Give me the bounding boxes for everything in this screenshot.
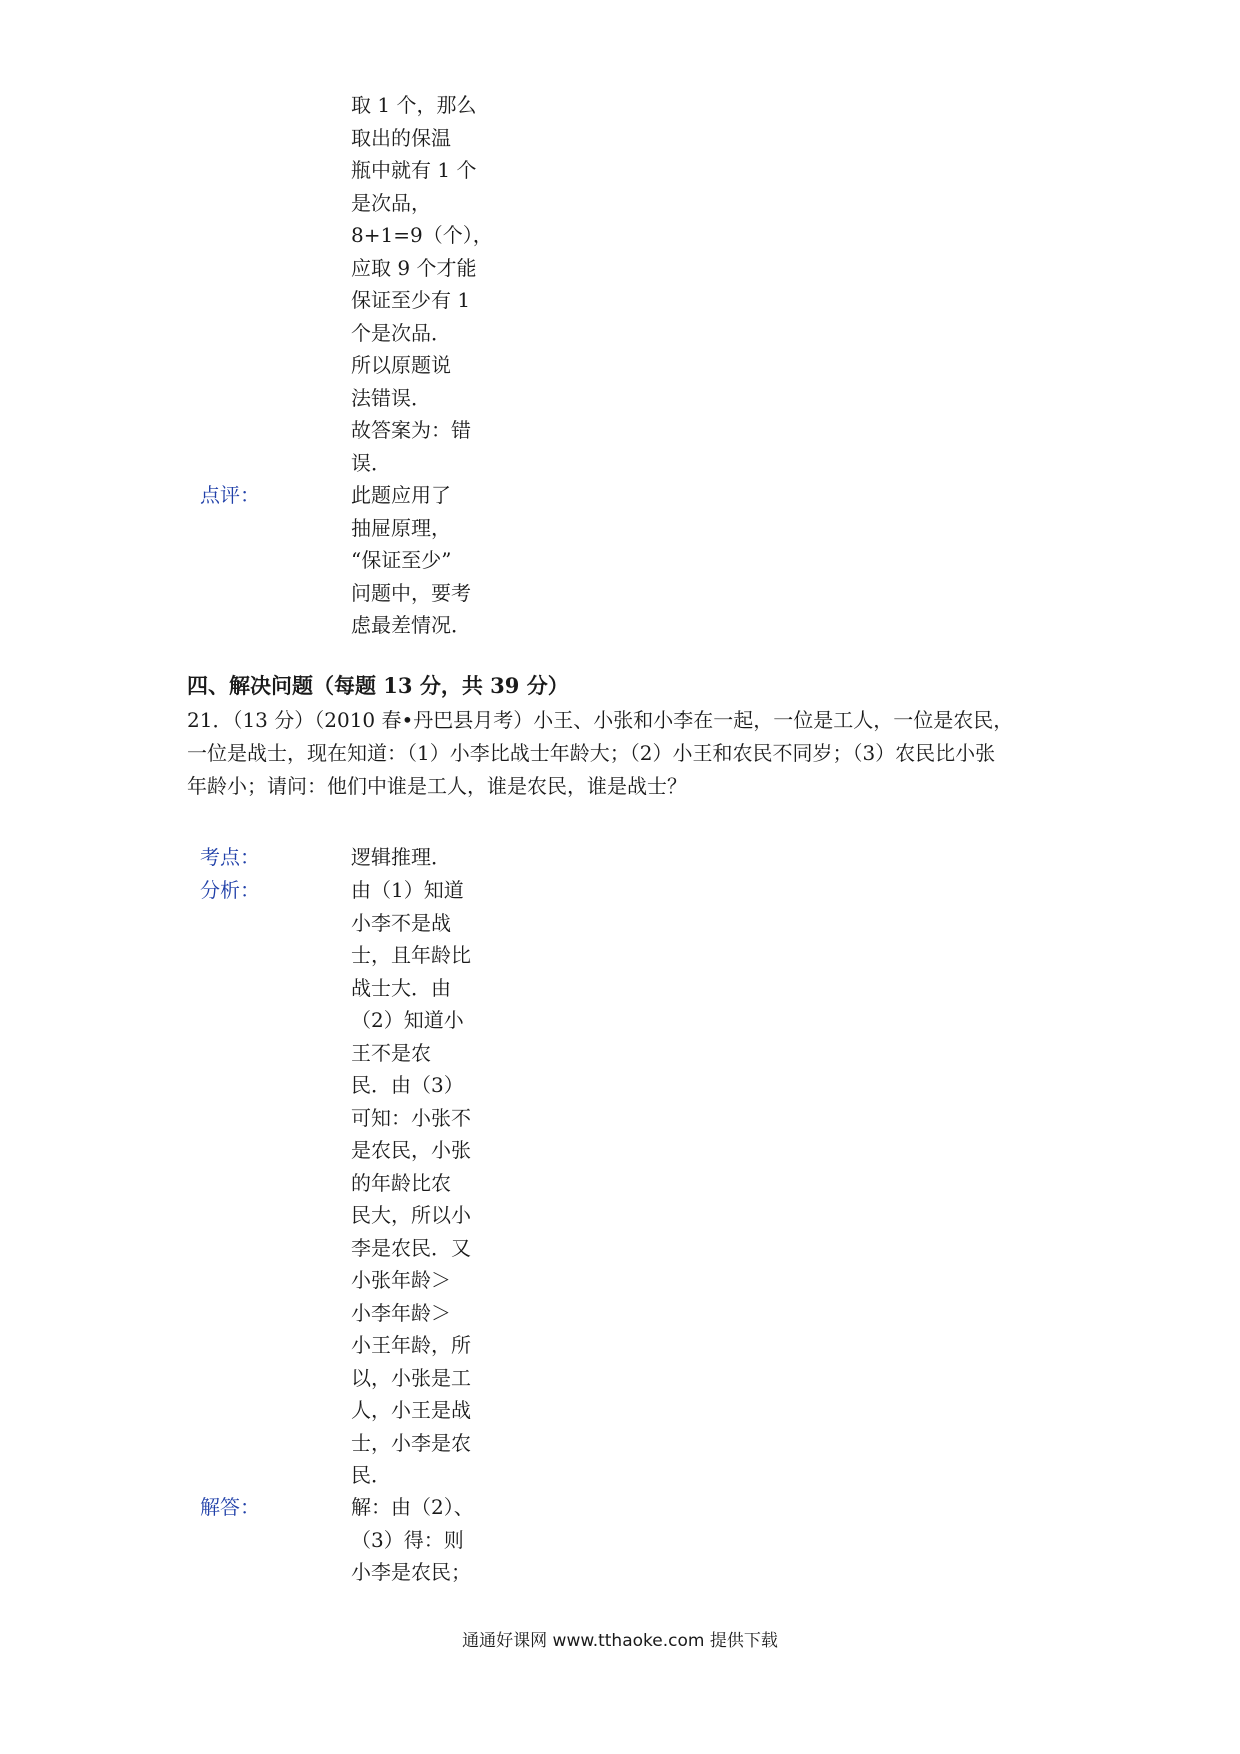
text-line: 战士大．由 [351,975,451,1000]
text-line: 年龄小；请问：他们中谁是工人，谁是农民，谁是战士？ [187,774,687,798]
text-line: 由（1）知道 [351,878,464,902]
text-line: 瓶中就有 1 个 [351,158,477,182]
text-line: 可知：小张不 [351,1105,471,1130]
text-line: （2）知道小 [351,1008,464,1032]
kaodian-label: 考点： [200,845,260,869]
kaodian-text [351,841,491,874]
text-line: “保证至少” [351,548,452,572]
text-line: 民． [351,1463,391,1487]
jieda-text [351,1491,491,1589]
text-line: 故答案为：错 [351,418,471,442]
text-line: 取 1 个，那么 [351,93,477,117]
question-21 [187,704,1067,803]
text-line: 法错误． [351,385,431,410]
answer-continuation [351,89,491,479]
text-line: 士，且年龄比 [351,943,471,967]
text-line: 李是农民．又 [351,1235,471,1260]
comment-label: 点评： [200,483,260,507]
text-line: 是农民，小张 [351,1138,471,1162]
text-line: 21．（13 分）（2010 春•丹巴县月考）小王、小张和小李在一起，一位是工人，一位是农民， [187,708,1014,732]
text-line: 逻辑推理． [351,845,451,869]
text-line: （3）得：则 [351,1527,464,1552]
text-line: 问题中，要考 [351,580,471,605]
text-line: 保证至少有 1 [351,288,471,312]
text-line: 是次品， [351,190,431,215]
text-line: 虑最差情况． [351,613,471,637]
text-line: 一位是战士，现在知道：（1）小李比战士年龄大；（2）小王和农民不同岁；（3）农民比小张 [187,741,996,765]
text-line: 误． [351,450,391,475]
text-line: 人，小王是战 [351,1398,471,1422]
text-line: 应取 9 个才能 [351,255,477,280]
page-footer: 通通好课网 www.tthaoke.com 提供下载 [462,1631,778,1651]
fenxi-label: 分析： [200,878,260,902]
text-line: 8+1=9（个）， [351,223,493,247]
text-line: 王不是农 [351,1040,431,1065]
text-line: 民大，所以小 [351,1203,471,1227]
text-line: 以，小张是工 [351,1365,471,1390]
text-line: 个是次品． [351,320,451,345]
text-line: 解：由（2）、 [351,1495,474,1519]
text-line: 小李不是战 [351,910,451,935]
jieda-label: 解答： [200,1495,260,1519]
text-line: 士，小李是农 [351,1430,471,1455]
text-line: 抽屉原理， [351,515,451,540]
text-line: 小李年龄＞ [351,1300,451,1325]
text-line: 取出的保温 [351,125,451,150]
text-line: 小王年龄，所 [351,1333,471,1357]
fenxi-text [351,874,491,1492]
text-line: 小张年龄＞ [351,1268,451,1292]
text-line: 此题应用了 [351,483,451,507]
section-title: 四、解决问题（每题 13 分，共 39 分） [187,673,569,698]
text-line: 民．由（3） [351,1073,464,1097]
text-line: 的年龄比农 [351,1170,451,1195]
text-line: 小李是农民； [351,1560,471,1584]
text-line: 所以原题说 [351,353,451,377]
comment-text [351,479,491,642]
